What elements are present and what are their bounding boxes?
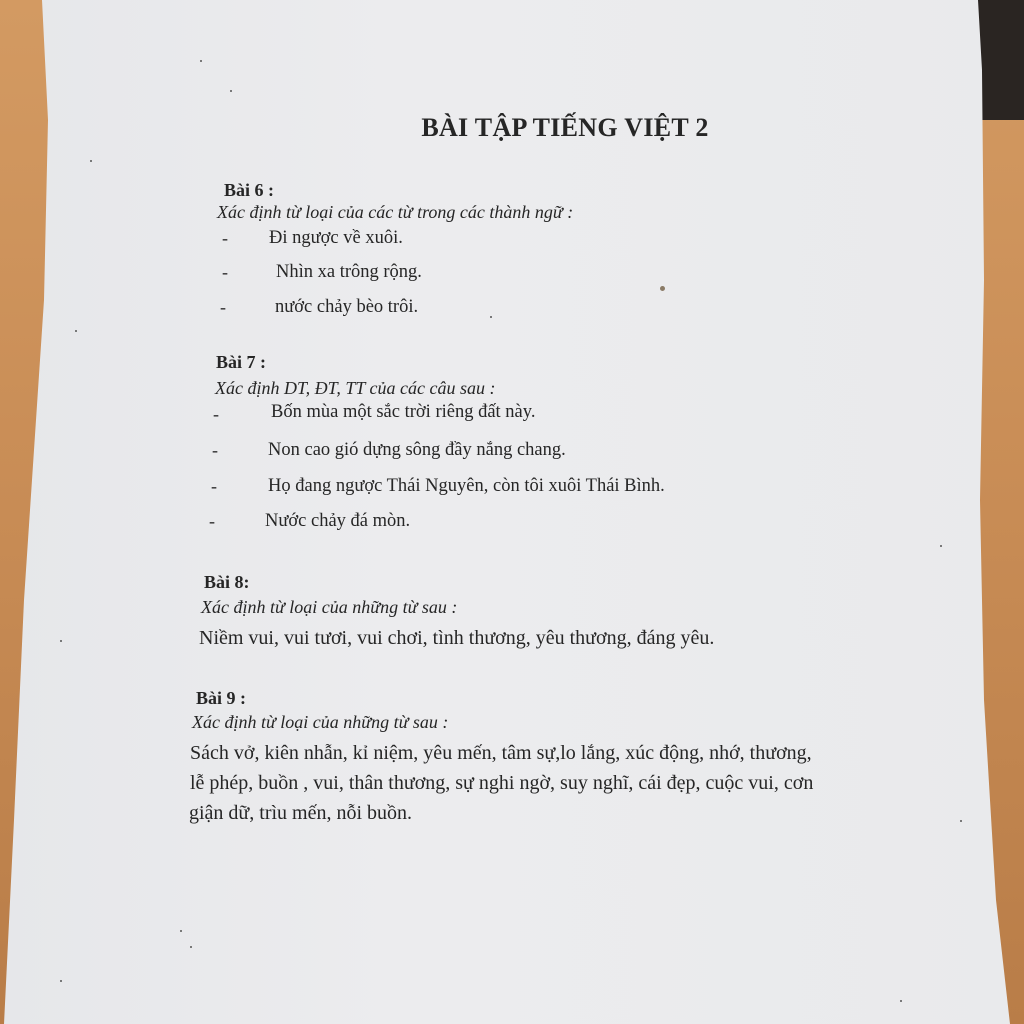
bullet: - <box>209 511 215 531</box>
bullet: - <box>222 262 228 282</box>
exercise-9-body-line: lễ phép, buồn , vui, thân thương, sự nghi ngờ, suy nghĩ, cái đẹp, cuộc vui, cơn <box>190 772 814 794</box>
exercise-8-instruction: Xác định từ loại của những từ sau : <box>201 597 458 617</box>
exercise-7-instruction: Xác định DT, ĐT, TT của các câu sau : <box>215 378 496 398</box>
bullet: - <box>220 297 226 317</box>
exercise-9-body-line: Sách vở, kiên nhẫn, kỉ niệm, yêu mến, tâm sự,lo lắng, xúc động, nhớ, thương, <box>190 742 812 764</box>
exercise-6-item: Đi ngược về xuôi. <box>269 228 403 248</box>
exercise-9-instruction: Xác định từ loại của những từ sau : <box>192 712 449 732</box>
bullet: - <box>213 404 219 424</box>
exercise-8-heading: Bài 8: <box>204 572 250 592</box>
speck <box>230 90 232 92</box>
page-title: BÀI TẬP TIẾNG VIỆT 2 <box>421 113 709 142</box>
speck <box>60 980 62 982</box>
exercise-7-item: Bốn mùa một sắc trời riêng đất này. <box>271 402 536 422</box>
speck <box>960 820 962 822</box>
speck <box>900 1000 902 1002</box>
speck <box>660 286 665 291</box>
exercise-6-item: Nhìn xa trông rộng. <box>276 262 422 282</box>
speck <box>90 160 92 162</box>
exercise-7-item: Họ đang ngược Thái Nguyên, còn tôi xuôi Thái Bình. <box>268 476 665 496</box>
exercise-8-body: Niềm vui, vui tươi, vui chơi, tình thương, yêu thương, đáng yêu. <box>199 627 715 649</box>
exercise-7-heading: Bài 7 : <box>216 352 267 372</box>
bullet: - <box>222 228 228 248</box>
speck <box>180 930 182 932</box>
exercise-6-heading: Bài 6 : <box>224 180 275 200</box>
exercise-6-item: nước chảy bèo trôi. <box>275 297 419 317</box>
exercise-6-instruction: Xác định từ loại của các từ trong các thành ngữ : <box>217 202 574 222</box>
speck <box>190 946 192 948</box>
exercise-9-body-line: giận dữ, trìu mến, nỗi buồn. <box>189 802 413 824</box>
bullet: - <box>211 476 217 496</box>
speck <box>940 545 942 547</box>
speck <box>490 316 492 318</box>
exercise-7-item: Nước chảy đá mòn. <box>265 511 411 531</box>
speck <box>200 60 202 62</box>
speck <box>75 330 77 332</box>
exercise-9-heading: Bài 9 : <box>196 688 247 708</box>
speck <box>60 640 62 642</box>
exercise-7-item: Non cao gió dựng sông đầy nắng chang. <box>268 440 566 460</box>
bullet: - <box>212 440 218 460</box>
